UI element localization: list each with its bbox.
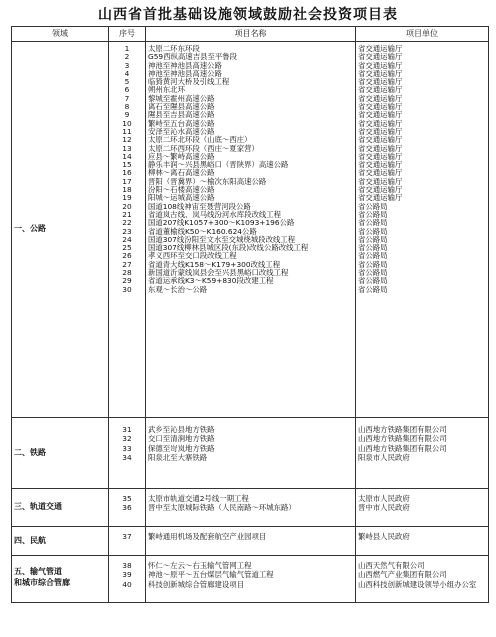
project-name-cell (146, 527, 356, 556)
row-project-name: 太原二环西环段（西庄～夏家营） (148, 143, 259, 153)
row-project-unit: 省交通运输厅 (358, 52, 403, 62)
row-project-name: 晋中至太原城际铁路（人民南路～环城东路） (148, 503, 296, 513)
row-project-unit: 省交通运输厅 (358, 160, 403, 170)
row-project-name: 太原市轨道交通2号线一期工程 (148, 494, 249, 503)
row-number: 35 (122, 494, 132, 503)
row-number: 34 (122, 452, 132, 462)
row-project-name: 应县～繁峙高速公路 (148, 151, 215, 161)
row-project-name: 神池～原平～五台煤层气输气管道工程 (148, 570, 274, 580)
row-project-name: G59西纵高速吉县至平鲁段 (148, 52, 238, 62)
project-unit-cell (356, 556, 489, 603)
row-number: 32 (122, 434, 132, 444)
section-field-label: 二、铁路 (12, 418, 109, 489)
row-project-unit: 山西科技创新城建设领导小组办公室 (358, 579, 477, 589)
row-number: 9 (124, 110, 130, 120)
table-section-row (12, 556, 489, 603)
row-project-unit: 省交通运输厅 (358, 110, 403, 120)
section-field-label: 一、公路 (12, 42, 109, 418)
row-number: 22 (122, 218, 132, 228)
row-project-name: 东观～长治～公路 (148, 284, 208, 294)
row-project-unit: 阳泉市人民政府 (358, 452, 410, 462)
row-project-name: 省道运承线K3～K59+830段改建工程 (148, 276, 274, 286)
row-project-name: 繁峙至五台高速公路 (148, 118, 215, 128)
header-project-name: 项目名称 (146, 27, 356, 42)
row-project-unit: 省公路局 (358, 209, 388, 219)
row-project-unit: 省公路局 (358, 234, 388, 244)
row-project-name: 阳泉北至大寨铁路 (148, 452, 208, 462)
section-field-line: 五、输气管道 (14, 567, 62, 576)
row-project-unit: 繁峙县人民政府 (358, 532, 410, 541)
row-number: 24 (122, 234, 132, 244)
row-project-name: 怀仁～左云～右玉输气管网工程 (148, 561, 252, 570)
row-number: 33 (122, 443, 132, 453)
row-number: 23 (122, 226, 132, 236)
row-project-unit: 省交通运输厅 (358, 60, 403, 70)
row-project-name: 隰县至吉县高速公路 (148, 110, 215, 120)
project-unit-cell (356, 527, 489, 556)
row-project-unit: 山西地方铁路集团有限公司 (358, 434, 447, 444)
row-project-name: 武乡至沁县地方铁路 (148, 425, 215, 434)
row-project-unit: 晋中市人民政府 (358, 503, 410, 513)
row-project-name: 繁峙通用机场及配套航空产业园项目 (148, 532, 267, 541)
row-number: 7 (124, 93, 130, 103)
row-project-unit: 省交通运输厅 (358, 143, 403, 153)
row-project-name: 国道108线神宙至聂营河段公路 (148, 201, 251, 211)
row-project-unit: 省公路局 (358, 201, 388, 211)
row-number: 12 (122, 135, 132, 145)
row-project-unit: 省交通运输厅 (358, 135, 403, 145)
row-number: 25 (122, 243, 132, 253)
row-project-name: 朔州东北环 (148, 85, 185, 95)
table-header-row (12, 27, 489, 42)
row-number: 6 (124, 85, 130, 95)
row-project-unit: 省交通运输厅 (358, 151, 403, 161)
row-number: 31 (122, 425, 132, 434)
row-project-name: 国道207线K1057+300～K1093+196公路 (148, 218, 295, 228)
row-project-name: 国道307线柳林县城区段(东段)改线公路改线工程 (148, 243, 309, 253)
row-project-unit: 省交通运输厅 (358, 185, 403, 195)
row-number: 29 (122, 276, 132, 286)
row-project-unit: 省交通运输厅 (358, 193, 403, 203)
row-number: 13 (122, 143, 132, 153)
row-project-unit: 省公路局 (358, 284, 388, 294)
project-table (11, 26, 489, 603)
row-project-name: 黎城至霍州高速公路 (148, 93, 215, 103)
row-project-name: 省道董榆线K50～K160.624公路 (148, 226, 257, 236)
row-project-name: 省道青大线K158～K179+300改线工程 (148, 259, 281, 269)
row-project-name: 安泽至沁水高速公路 (148, 126, 215, 136)
row-project-name: 保德至岢岚地方铁路 (148, 443, 215, 453)
header-project-unit: 项目单位 (356, 27, 489, 42)
row-project-unit: 省交通运输厅 (358, 68, 403, 78)
row-project-name: 阳城～运城高速公路 (148, 193, 215, 203)
row-project-unit: 省交通运输厅 (358, 118, 403, 128)
row-project-name: 临猗黄河大桥及引线工程 (148, 77, 230, 87)
row-number: 36 (122, 503, 132, 513)
row-number: 8 (124, 102, 130, 112)
row-number: 14 (122, 151, 132, 161)
row-project-unit: 省公路局 (358, 251, 388, 261)
row-project-unit: 山西天然气有限公司 (358, 561, 425, 570)
number-cell (109, 489, 146, 527)
section-field-line: 和城市综合管廊 (14, 578, 70, 587)
row-number: 26 (122, 251, 132, 261)
row-project-name: 离石至隰县高速公路 (148, 102, 215, 112)
row-project-name: 省道岚古线、岚马线汾河水库段改线工程 (148, 209, 282, 219)
row-number: 4 (124, 68, 130, 78)
row-project-name: 新国道沂蒙线岚县会至兴县黑峪口改线工程 (148, 268, 289, 278)
row-project-unit: 省交通运输厅 (358, 126, 403, 136)
row-number: 16 (122, 168, 132, 178)
row-project-name: 交口至清涧地方铁路 (148, 434, 215, 444)
row-number: 39 (122, 570, 132, 580)
row-project-name: 汾阳～石楼高速公路 (148, 185, 215, 195)
row-number: 18 (122, 185, 132, 195)
row-project-unit: 省交通运输厅 (358, 102, 403, 112)
header-number: 序号 (109, 27, 146, 42)
row-project-name: 科技创新城综合管廊建设项目 (148, 579, 245, 589)
page-title: 山西省首批基础设施领域鼓励社会投资项目表 (98, 7, 398, 23)
row-number: 1 (124, 44, 130, 53)
row-project-name: 神池至神池县高速公路 (148, 60, 222, 70)
project-name-cell (146, 418, 356, 489)
row-project-name: 太原二环东环段 (148, 44, 200, 53)
table-section-row (12, 527, 489, 556)
row-project-unit: 省公路局 (358, 226, 388, 236)
row-project-unit: 省公路局 (358, 259, 388, 269)
row-project-unit: 省公路局 (358, 218, 388, 228)
row-project-unit: 省交通运输厅 (358, 93, 403, 103)
row-project-unit: 山西地方铁路集团有限公司 (358, 425, 447, 434)
row-number: 17 (122, 176, 132, 186)
table-section-row (12, 42, 489, 418)
row-number: 40 (122, 579, 132, 589)
row-number: 15 (122, 160, 132, 170)
row-number: 38 (122, 561, 132, 570)
row-number: 37 (122, 532, 132, 541)
row-number: 5 (124, 77, 130, 87)
row-project-unit: 省交通运输厅 (358, 44, 403, 53)
row-project-unit: 省公路局 (358, 268, 388, 278)
header-field: 领域 (12, 27, 109, 42)
row-project-unit: 省交通运输厅 (358, 85, 403, 95)
row-project-unit: 省公路局 (358, 276, 388, 286)
number-cell (109, 527, 146, 556)
row-project-name: 国道307线汾阳至文水至交城绕城段改线工程 (148, 234, 296, 244)
table-section-row (12, 489, 489, 527)
row-project-unit: 省公路局 (358, 243, 388, 253)
row-project-unit: 省交通运输厅 (358, 168, 403, 178)
row-project-unit: 省交通运输厅 (358, 77, 403, 87)
row-number: 21 (122, 209, 132, 219)
row-number: 3 (124, 60, 130, 70)
row-project-unit: 省交通运输厅 (358, 176, 403, 186)
number-cell (109, 418, 146, 489)
section-field-label: 三、轨道交通 (12, 489, 109, 527)
row-project-name: 神池至神池县高速公路 (148, 68, 222, 78)
row-project-name: 孝义西环至交口段改线工程 (148, 251, 237, 261)
row-number: 2 (124, 52, 130, 62)
row-number: 10 (122, 118, 132, 128)
row-number: 20 (122, 201, 132, 211)
row-project-name: 柳林～离石高速公路 (148, 168, 215, 178)
section-field-label: 四、民航 (12, 527, 109, 556)
row-number: 28 (122, 268, 132, 278)
row-project-name: 晋阳（晋冀界）～榆次东阳高速公路 (148, 176, 267, 186)
row-number: 30 (122, 284, 132, 294)
row-project-unit: 山西地方铁路集团有限公司 (358, 443, 447, 453)
row-project-unit: 山西燃气产业集团有限公司 (358, 570, 447, 580)
section-field-label (12, 556, 109, 603)
project-unit-cell (356, 42, 489, 418)
number-cell (109, 556, 146, 603)
project-name-cell (146, 42, 356, 418)
row-number: 27 (122, 259, 132, 269)
project-name-cell (146, 489, 356, 527)
table-body (12, 42, 489, 603)
row-number: 19 (122, 193, 132, 203)
row-project-name: 太原二环北环段（山底～西庄） (148, 135, 252, 145)
row-project-name: 静乐丰润～兴县黑峪口（晋陕界）高速公路 (148, 160, 289, 170)
row-number: 11 (122, 126, 132, 136)
project-unit-cell (356, 489, 489, 527)
table-section-row (12, 418, 489, 489)
project-name-cell (146, 556, 356, 603)
project-unit-cell (356, 418, 489, 489)
row-project-unit: 太原市人民政府 (358, 494, 410, 503)
number-cell (109, 42, 146, 418)
